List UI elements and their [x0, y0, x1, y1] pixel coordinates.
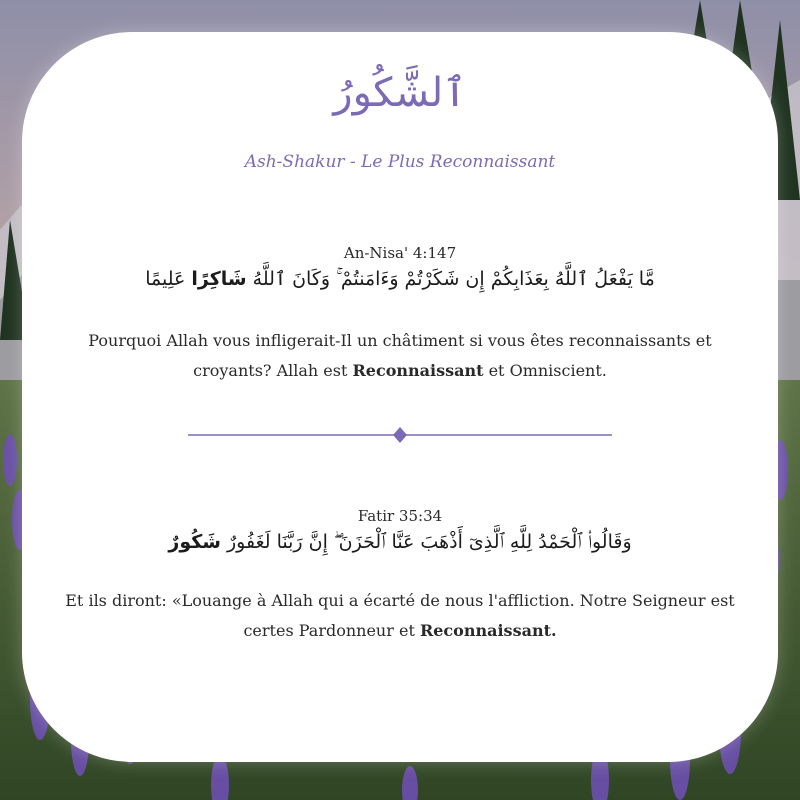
- verse1-arabic-highlight: شَاكِرًا: [191, 268, 247, 290]
- verse2-translation-start: Et ils diront: «Louange à Allah qui a écarté de nous l'affliction. Notre Seigneur est certes Pardonneur et: [65, 591, 735, 640]
- verse1-arabic-end: عَلِيمًا: [145, 268, 192, 290]
- verse2-arabic: [0, 531, 800, 553]
- verse2-arabic-start: وَقَالُوا۟ ٱلْحَمْدُ لِلَّهِ ٱلَّذِىٓ أَذْهَبَ عَنَّا ٱلْحَزَنَ ۖ إِنَّ رَبَّنَا لَغَفُورٌ: [220, 531, 632, 553]
- arabic-title: ٱلشَّكُورُ: [333, 70, 467, 116]
- verse1-translation-highlight: Reconnaissant: [352, 361, 484, 380]
- verse2-reference: Fatir 35:34: [357, 507, 443, 525]
- ornament-divider: [188, 426, 612, 444]
- content-card: [22, 32, 778, 762]
- verse1-translation: [60, 326, 740, 386]
- verse1-reference: An-Nisa' 4:147: [343, 244, 457, 262]
- verse1-translation-end: et Omniscient.: [483, 361, 607, 380]
- verse1-arabic-start: مَّا يَفْعَلُ ٱللَّهُ بِعَذَابِكُمْ إِن شَكَرْتُمْ وَءَامَنتُمْ ۚ وَكَانَ ٱللَّهُ: [246, 268, 655, 290]
- verse2-arabic-highlight: شَكُورٌ: [168, 531, 221, 553]
- subtitle: Ash-Shakur - Le Plus Reconnaissant: [244, 152, 556, 172]
- verse1-translation-start: Pourquoi Allah vous infligerait-Il un châtiment si vous êtes reconnaissants et croyants? Allah est: [88, 331, 712, 380]
- verse1-arabic: [0, 268, 800, 290]
- verse2-translation: [60, 586, 740, 646]
- verse2-translation-highlight: Reconnaissant.: [419, 621, 557, 640]
